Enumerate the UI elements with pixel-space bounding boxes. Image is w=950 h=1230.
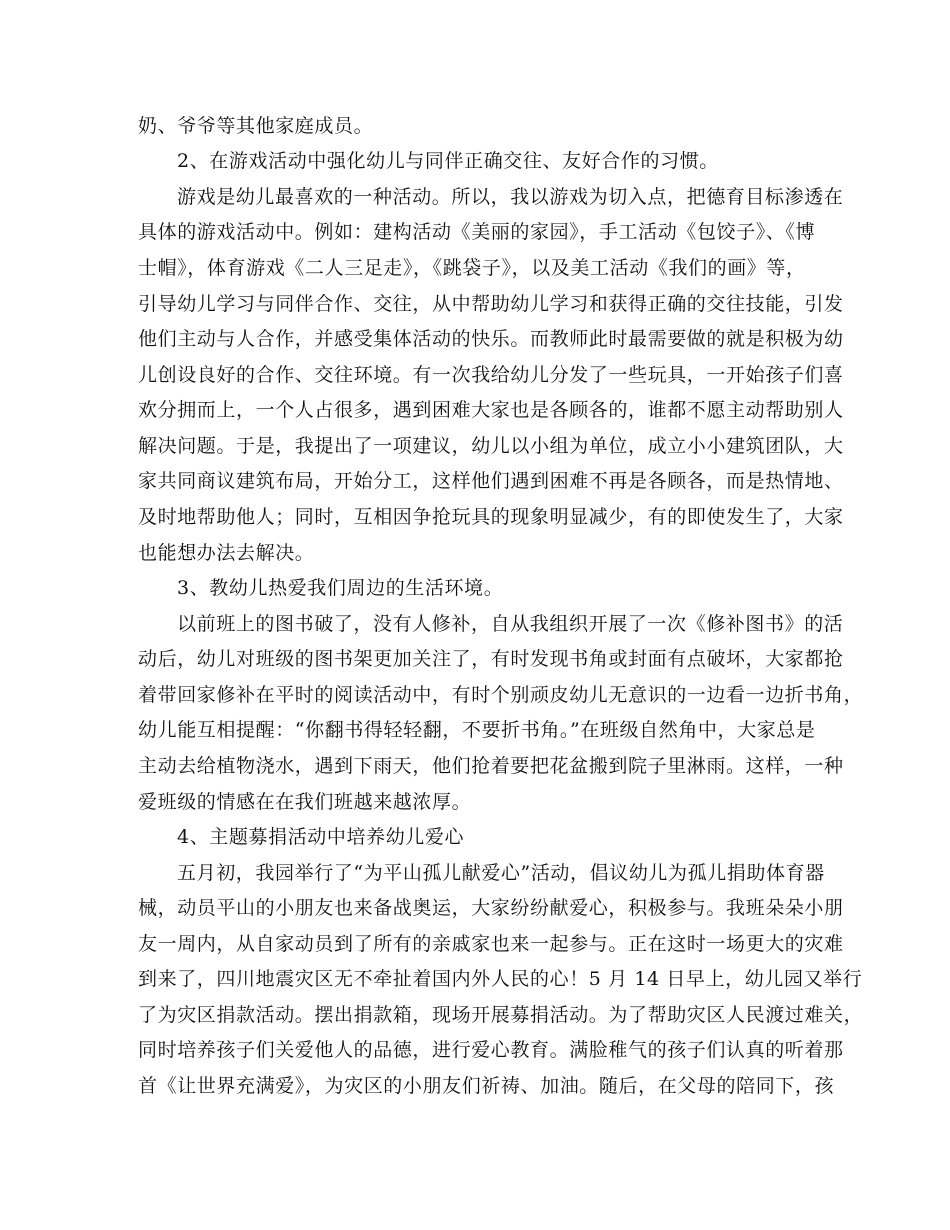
paragraph-line: 儿创设良好的合作、交往环境。有一次我给幼儿分发了一些玩具，一开始孩子们喜	[138, 364, 844, 386]
paragraph-line: 着带回家修补在平时的阅读活动中，有时个别顽皮幼儿无意识的一边看一边折书角，	[138, 684, 864, 706]
paragraph-line: 首《让世界充满爱》，为灾区的小朋友们祈祷、加油。随后，在父母的陪同下，孩	[138, 1075, 835, 1097]
paragraph-line: 欢分拥而上，一个人占很多，遇到困难大家也是各顾各的，谁都不愿主动帮助别人	[138, 399, 844, 421]
paragraph-line: 到来了，四川地震灾区无不牵扯着国内外人民的心！5 月 14 日早上，幼儿园又举行	[138, 968, 863, 990]
paragraph-line: 同时培养孩子们关爱他人的品德，进行爱心教育。满脸稚气的孩子们认真的听着那	[138, 1039, 844, 1061]
paragraph-line: 具体的游戏活动中。例如：建构活动《美丽的家园》，手工活动《包饺子》、《博	[138, 221, 816, 243]
paragraph-line: 士帽》，体育游戏《二人三足走》，《跳袋子》，以及美工活动《我们的画》等，	[138, 257, 806, 279]
paragraph-line: 他们主动与人合作，并感受集体活动的快乐。而教师此时最需要做的就是积极为幼	[138, 328, 844, 350]
paragraph-line: 以前班上的图书破了，没有人修补，自从我组织开展了一次《修补图书》的活	[177, 613, 844, 635]
section-heading: 4、主题募捐活动中培养幼儿爱心	[177, 826, 465, 848]
paragraph-line: 主动去给植物浇水，遇到下雨天，他们抢着要把花盆搬到院子里淋雨。这样，一种	[138, 755, 844, 777]
paragraph-line: 了为灾区捐款活动。摆出捐款箱，现场开展募捐活动。为了帮助灾区人民渡过难关，	[138, 1004, 864, 1026]
paragraph-line: 幼儿能互相提醒：“你翻书得轻轻翻，不要折书角。”在班级自然角中，大家总是	[138, 719, 816, 741]
paragraph-line: 爱班级的情感在在我们班越来越浓厚。	[138, 791, 472, 813]
paragraph-line: 也能想办法去解决。	[138, 542, 315, 564]
paragraph-line: 游戏是幼儿最喜欢的一种活动。所以，我以游戏为切入点，把德育目标渗透在	[177, 186, 844, 208]
section-heading: 2、在游戏活动中强化幼儿与同伴正确交往、友好合作的习惯。	[177, 150, 719, 172]
paragraph-line: 五月初，我园举行了“为平山孤儿献爱心”活动，倡议幼儿为孤儿捐助体育器	[177, 862, 825, 884]
paragraph-line: 引导幼儿学习与同伴合作、交往，从中帮助幼儿学习和获得正确的交往技能，引发	[138, 293, 844, 315]
paragraph-line: 解决问题。于是，我提出了一项建议，幼儿以小组为单位，成立小小建筑团队，大	[138, 435, 844, 457]
paragraph-line: 奶、爷爷等其他家庭成员。	[138, 115, 374, 137]
paragraph-line: 械，动员平山的小朋友也来备战奥运，大家纷纷献爱心，积极参与。我班朵朵小朋	[138, 897, 844, 919]
paragraph-line: 动后，幼儿对班级的图书架更加关注了，有时发现书角或封面有点破坏，大家都抢	[138, 648, 844, 670]
paragraph-line: 家共同商议建筑布局，开始分工，这样他们遇到困难不再是各顾各，而是热情地、	[138, 470, 844, 492]
paragraph-line: 及时地帮助他人；同时，互相因争抢玩具的现象明显减少，有的即使发生了，大家	[138, 506, 844, 528]
section-heading: 3、教幼儿热爱我们周边的生活环境。	[177, 577, 504, 599]
paragraph-line: 友一周内，从自家动员到了所有的亲戚家也来一起参与。正在这时一场更大的灾难	[138, 933, 844, 955]
